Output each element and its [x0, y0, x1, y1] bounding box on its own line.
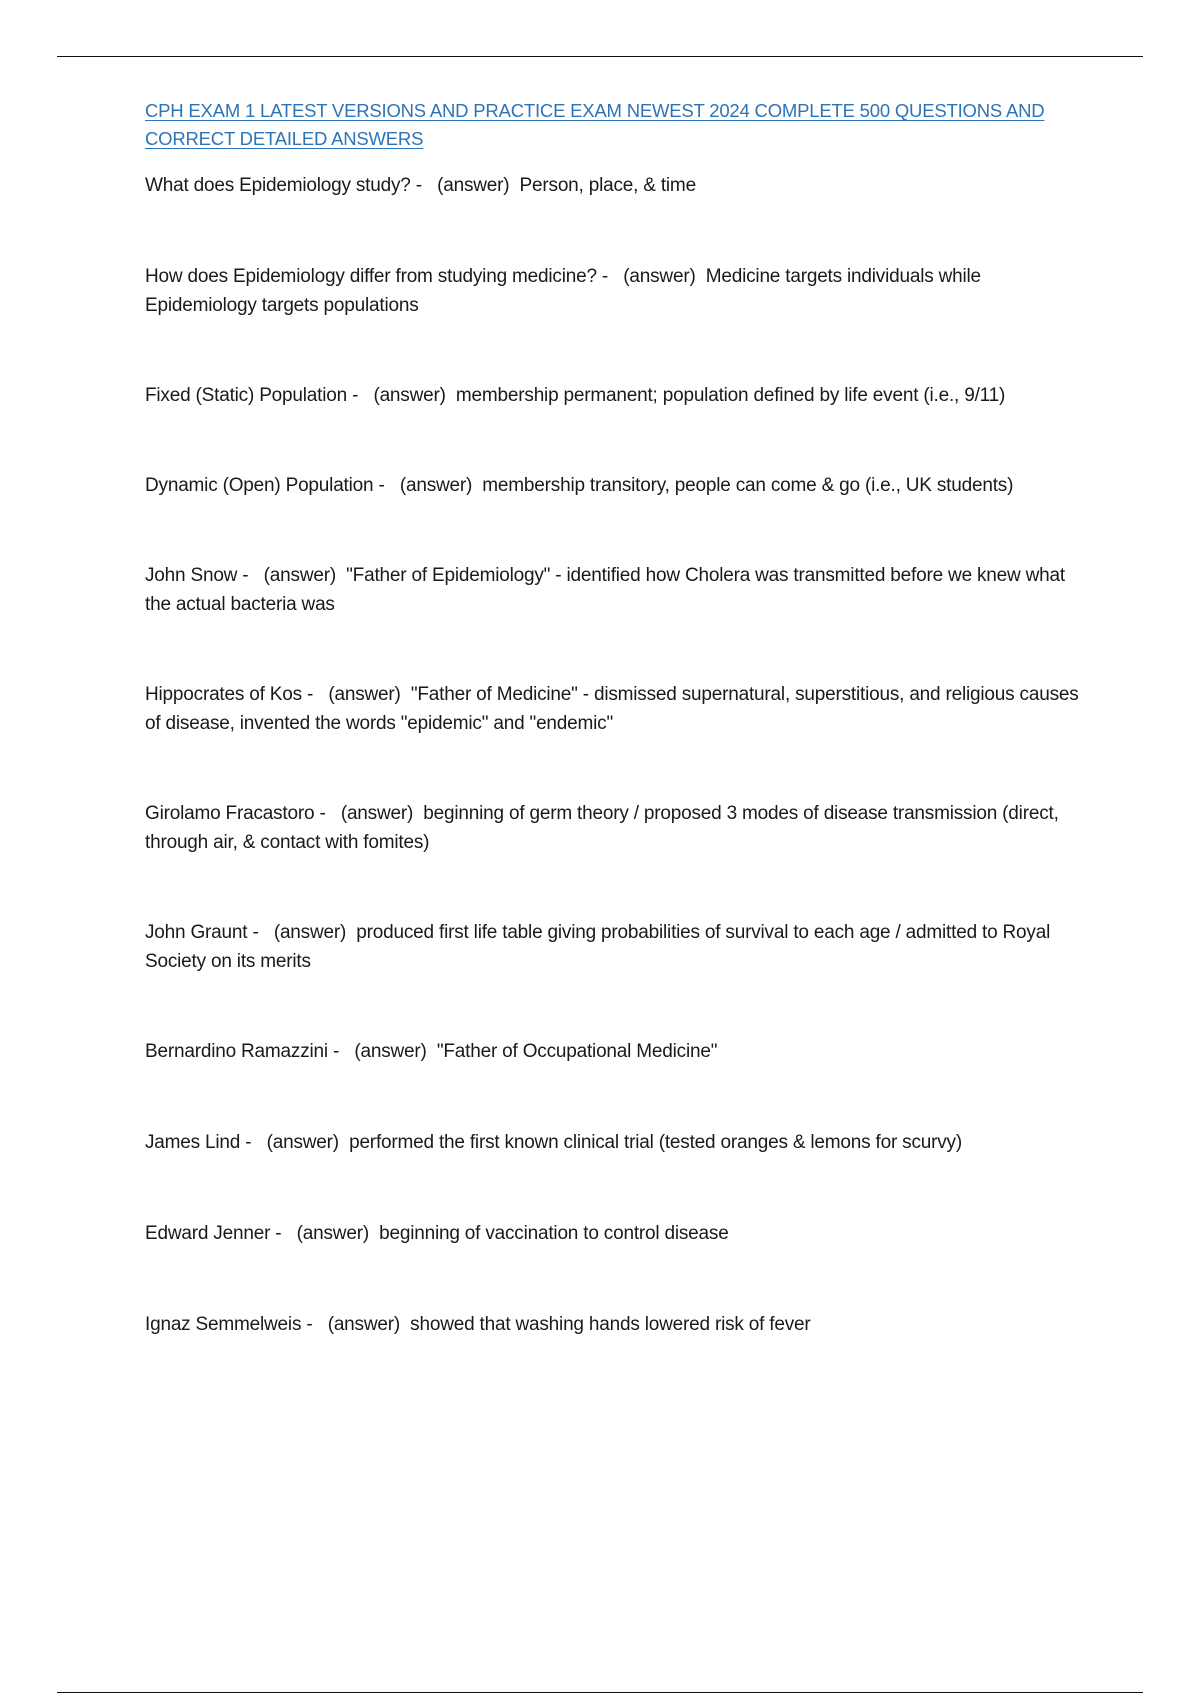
answer-separator: - (answer) — [247, 922, 357, 943]
qa-answer: "Father of Occupational Medicine" — [436, 1041, 718, 1062]
qa-item — [145, 1128, 1090, 1157]
qa-term: Ignaz Semmelweis — [145, 1314, 302, 1335]
qa-item — [145, 918, 1090, 976]
qa-answer: "Father of Epidemiology" - identified how Cholera was transmitted before we knew what the actual bacteria was — [145, 565, 1065, 615]
qa-answer: beginning of germ theory / proposed 3 modes of disease transmission (direct, through air, & contact with fomites) — [145, 803, 1059, 853]
qa-answer: membership permanent; population defined by life event (i.e., 9/11) — [455, 385, 1006, 406]
answer-separator: - (answer) — [237, 565, 347, 586]
header-rule — [57, 56, 1143, 57]
qa-term: Bernardino Ramazzini — [145, 1041, 328, 1062]
answer-separator: - (answer) — [301, 1314, 411, 1335]
qa-item — [145, 680, 1090, 738]
answer-separator: - (answer) — [270, 1223, 380, 1244]
qa-item — [145, 1310, 1090, 1339]
qa-answer: performed the first known clinical trial (tested oranges & lemons for scurvy) — [349, 1132, 962, 1153]
answer-separator: - (answer) — [373, 475, 483, 496]
qa-term: What does Epidemiology study? — [145, 175, 411, 196]
qa-term: John Graunt — [145, 922, 248, 943]
qa-answer: beginning of vaccination to control disease — [379, 1223, 729, 1244]
qa-answer: Person, place, & time — [519, 175, 696, 196]
answer-separator: - (answer) — [314, 803, 424, 824]
qa-answer: "Father of Medicine" - dismissed supernatural, superstitious, and religious causes of disease, invented the words "epidemic" and "endemic" — [145, 684, 1079, 734]
qa-item — [145, 471, 1090, 500]
qa-term: How does Epidemiology differ from studying medicine? — [145, 266, 597, 287]
answer-separator: - (answer) — [410, 175, 520, 196]
qa-item — [145, 561, 1090, 619]
qa-term: James Lind — [145, 1132, 241, 1153]
qa-item — [145, 1037, 1090, 1066]
answer-separator: - (answer) — [301, 684, 411, 705]
qa-item — [145, 171, 1090, 200]
qa-term: Edward Jenner — [145, 1223, 271, 1244]
answer-separator: - (answer) — [596, 266, 706, 287]
answer-separator: - (answer) — [240, 1132, 350, 1153]
answer-separator: - (answer) — [327, 1041, 437, 1062]
qa-answer: produced first life table giving probabilities of survival to each age / admitted to Royal Society on its merits — [145, 922, 1051, 972]
answer-separator: - (answer) — [347, 385, 456, 406]
qa-answer: showed that washing hands lowered risk of fever — [410, 1314, 811, 1335]
qa-item — [145, 799, 1090, 857]
qa-term: Girolamo Fracastoro — [145, 803, 315, 824]
qa-term: Dynamic (Open) Population — [145, 475, 374, 496]
document-body — [145, 97, 1090, 1339]
qa-answer: membership transitory, people can come & go (i.e., UK students) — [482, 475, 1014, 496]
qa-term: Fixed (Static) Population — [145, 385, 347, 406]
qa-term: Hippocrates of Kos — [145, 684, 302, 705]
document-title-link[interactable]: CPH EXAM 1 LATEST VERSIONS AND PRACTICE EXAM NEWEST 2024 COMPLETE 500 QUESTIONS AND CORRECT DETAILED ANSWERS — [145, 100, 1045, 149]
footer-rule — [57, 1692, 1143, 1693]
qa-item — [145, 262, 1090, 320]
qa-term: John Snow — [145, 565, 238, 586]
qa-answer: Medicine targets individuals while Epidemiology targets populations — [145, 266, 981, 316]
qa-item — [145, 381, 1090, 410]
qa-item — [145, 1219, 1090, 1248]
